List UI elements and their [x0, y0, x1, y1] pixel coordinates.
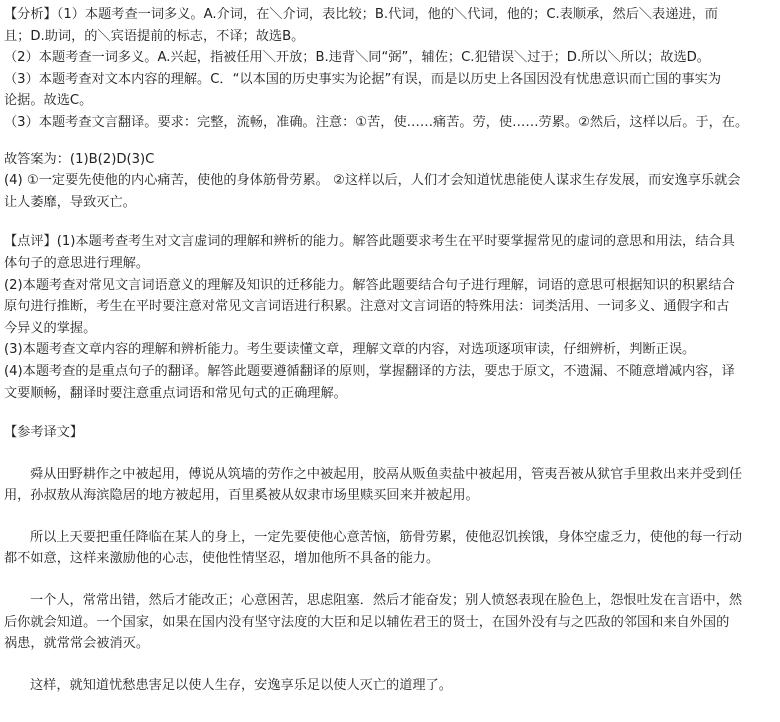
analysis-line: （3）本题考查文言翻译。要求：完整，流畅，准确。注意：①苦，使……痛苦。劳，使……劳累。②然后，这样以后。于，在。	[4, 114, 749, 130]
translation-paragraph-line: 都不如意，这样来激励他的心志，使他性情坚忍，增加他所不具备的能力。	[4, 551, 440, 567]
translation-paragraph-line: 祸患，就常常会被消灭。	[4, 636, 150, 652]
spacer	[4, 404, 776, 422]
comment-line: 体句子的意思进行理解。	[4, 255, 150, 271]
spacer	[4, 570, 776, 590]
comment-line: (3)本题考查文章内容的理解和辨析能力。考生要读懂文章，理解文章的内容，对选项逐项审读，仔细辨析，判断正误。	[4, 342, 696, 358]
spacer	[4, 213, 776, 231]
spacer	[4, 444, 776, 464]
analysis-line: 且；D.助词，的＼宾语提前的标志，不译；故选B。	[4, 28, 305, 44]
comment-line: (4)本题考查的是重点句子的翻译。解答此题要遵循翻译的原则，掌握翻译的方法，要忠于原文，不遗漏、不随意增减内容，译	[4, 363, 735, 379]
translation-heading: 【参考译文】	[4, 425, 84, 441]
analysis-line: 【分析】（1）本题考查一词多义。A.介词，在＼介词，表比较；B.代词，他的＼代词，他的；C.表顺承，然后＼表递进，而	[4, 7, 718, 22]
translation-paragraph-line: 用，孙叔敖从海滨隐居的地方被起用，百里奚被从奴隶市场里赎买回来并被起用。	[4, 488, 479, 504]
translation-paragraph-line: 后你就会知道。一个国家，如果在国内没有坚守法度的大臣和足以辅佐君王的贤士，在国外没有与之匹敌的邻国和来自外国的	[4, 614, 730, 630]
analysis-section	[4, 4, 776, 134]
comment-line: 文要顺畅，翻译时要注意重点词语和常见句式的正确理解。	[4, 385, 347, 401]
translation-paragraph-line: 舜从田野耕作之中被起用，傅说从筑墙的劳作之中被起用，胶鬲从贩鱼卖盐中被起用，管夷吾被从狱官手里救出来并受到任	[30, 466, 743, 482]
analysis-line: （3）本题考查对文本内容的理解。C．“以本国的历史事实为论据”有误，而是以历史上各国因没有忧患意识而亡国的事实为	[4, 71, 722, 87]
spacer	[4, 507, 776, 527]
answer-line: (4) ①一定要先使他的内心痛苦，使他的身体筋骨劳累。 ②这样以后，人们才会知道忧患能使人谋求生存发展，而安逸享乐就会	[4, 173, 741, 189]
answer-line: 故答案为：(1)B(2)D(3)C	[4, 151, 155, 167]
spacer	[4, 134, 776, 149]
answer-line: 让人萎靡，导致灭亡。	[4, 194, 136, 210]
translation-section	[4, 422, 776, 696]
translation-paragraph-line: 这样，就知道忧愁患害足以使人生存，安逸享乐足以使人灭亡的道理了。	[30, 677, 452, 693]
spacer	[4, 655, 776, 675]
comment-line: 原句进行推断，考生在平时要注意对常见文言词语进行积累。注意对文言词语的特殊用法：词类活用、一词多义、通假字和古	[4, 299, 730, 315]
comment-section	[4, 231, 776, 404]
analysis-line: （2）本题考查一词多义。A.兴起，指被任用＼开放；B.违背＼同“弼”，辅佐；C.犯错误＼过于；D.所以＼所以；故选D。	[4, 50, 710, 66]
translation-paragraph-line: 所以上天要把重任降临在某人的身上，一定先要使他心意苦恼，筋骨劳累，使他忍饥挨饿，身体空虚乏力，使他的每一行动	[30, 529, 743, 545]
analysis-line: 论据。故选C。	[4, 93, 93, 109]
comment-line: (2)本题考查对常见文言词语意义的理解及知识的迁移能力。解答此题要结合句子进行理解，词语的意思可根据知识的积累结合	[4, 277, 735, 293]
translation-paragraph-line: 一个人，常常出错，然后才能改正；心意困苦，思虑阻塞．然后才能奋发；别人愤怒表现在脸色上，怨恨吐发在言语中，然	[30, 593, 743, 609]
comment-line: 【点评】(1)本题考查考生对文言虚词的理解和辨析的能力。解答此题要求考生在平时要掌握常见的虚词的意思和用法，结合具	[4, 234, 735, 250]
answer-section	[4, 149, 776, 214]
comment-line: 今异义的掌握。	[4, 320, 97, 336]
